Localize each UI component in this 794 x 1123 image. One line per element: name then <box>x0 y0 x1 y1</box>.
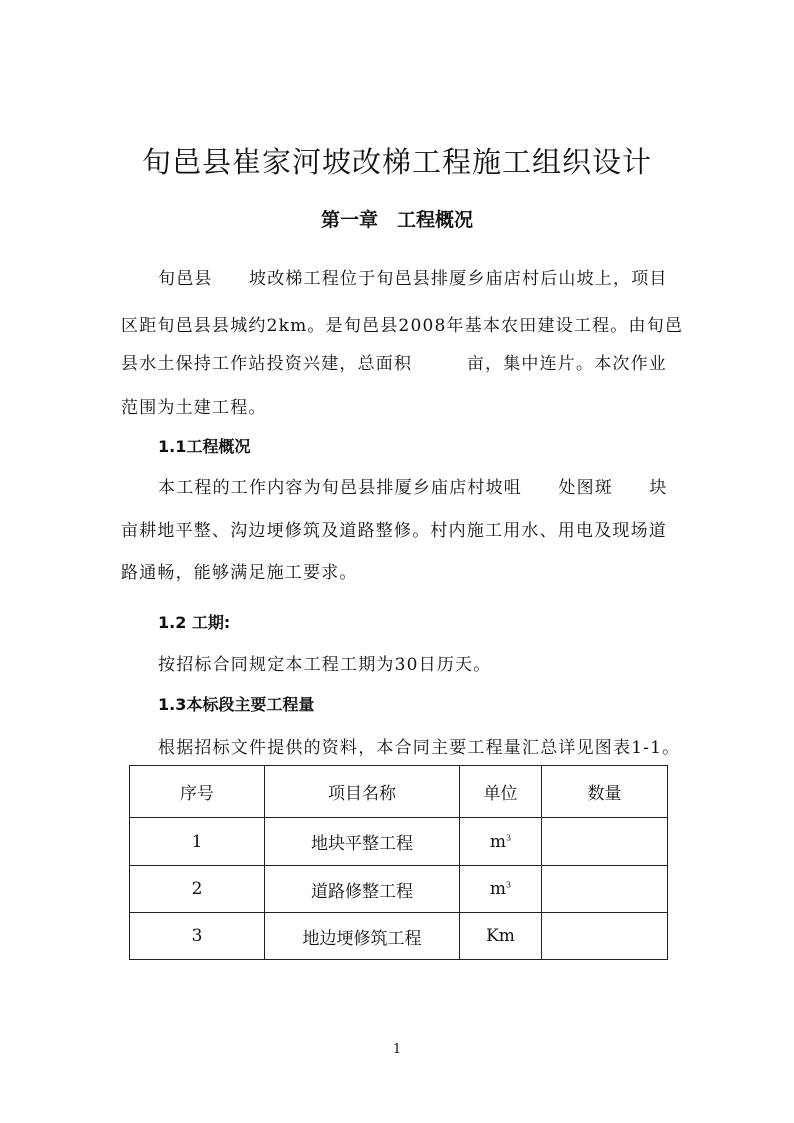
intro-line: 县水土保持工作站投资兴建，总面积 亩，集中连片。本次作业 <box>121 354 667 374</box>
document-title: 旬邑县崔家河坡改梯工程施工组织设计 <box>141 145 652 179</box>
section-heading-1-3: 1.3本标段主要工程量 <box>158 695 315 714</box>
row-quantity <box>542 866 668 913</box>
row-unit: $m^3$ <box>460 866 542 913</box>
row-number: 3 <box>130 913 265 960</box>
row-unit: Km <box>460 913 542 960</box>
page-number: 1 <box>392 1042 402 1057</box>
row-number: 2 <box>130 866 265 913</box>
table-row <box>130 818 668 866</box>
intro-line: 范围为土建工程。 <box>121 398 267 418</box>
row-item-name: 道路修整工程 <box>265 866 460 913</box>
intro-line: 旬邑县 坡改梯工程位于旬邑县排厦乡庙店村后山坡上，项目 <box>158 269 668 289</box>
section-1-1-line: 路通畅，能够满足施工要求。 <box>121 563 358 583</box>
row-unit: $m^3$ <box>460 818 542 866</box>
chapter-heading: 第一章 工程概况 <box>320 209 473 231</box>
row-item-name: 地边埂修筑工程 <box>265 913 460 960</box>
row-quantity <box>542 818 668 866</box>
table-row <box>130 866 668 913</box>
row-item-name: 地块平整工程 <box>265 818 460 866</box>
quantity-table <box>129 765 668 960</box>
header-cell: 单位 <box>460 766 542 818</box>
section-heading-1-1: 1.1工程概况 <box>158 437 251 456</box>
row-quantity <box>542 913 668 960</box>
section-1-1-line: 亩耕地平整、沟边埂修筑及道路整修。村内施工用水、用电及现场道 <box>121 521 667 541</box>
header-cell: 项目名称 <box>265 766 460 818</box>
header-cell: 序号 <box>130 766 265 818</box>
section-1-1-line: 本工程的工作内容为旬邑县排厦乡庙店村坡咀 处图斑 块 <box>158 478 668 498</box>
row-number: 1 <box>130 818 265 866</box>
section-1-2-text: 按招标合同规定本工程工期为30日历天。 <box>158 655 492 675</box>
header-cell: 数量 <box>542 766 668 818</box>
table-row <box>130 913 668 960</box>
section-1-3-text: 根据招标文件提供的资料，本合同主要工程量汇总详见图表1-1。 <box>158 738 681 758</box>
table-header-row <box>130 766 668 818</box>
section-heading-1-2: 1.2 工期: <box>158 613 231 632</box>
intro-line: 区距旬邑县县城约2km。是旬邑县2008年基本农田建设工程。由旬邑 <box>121 316 684 336</box>
